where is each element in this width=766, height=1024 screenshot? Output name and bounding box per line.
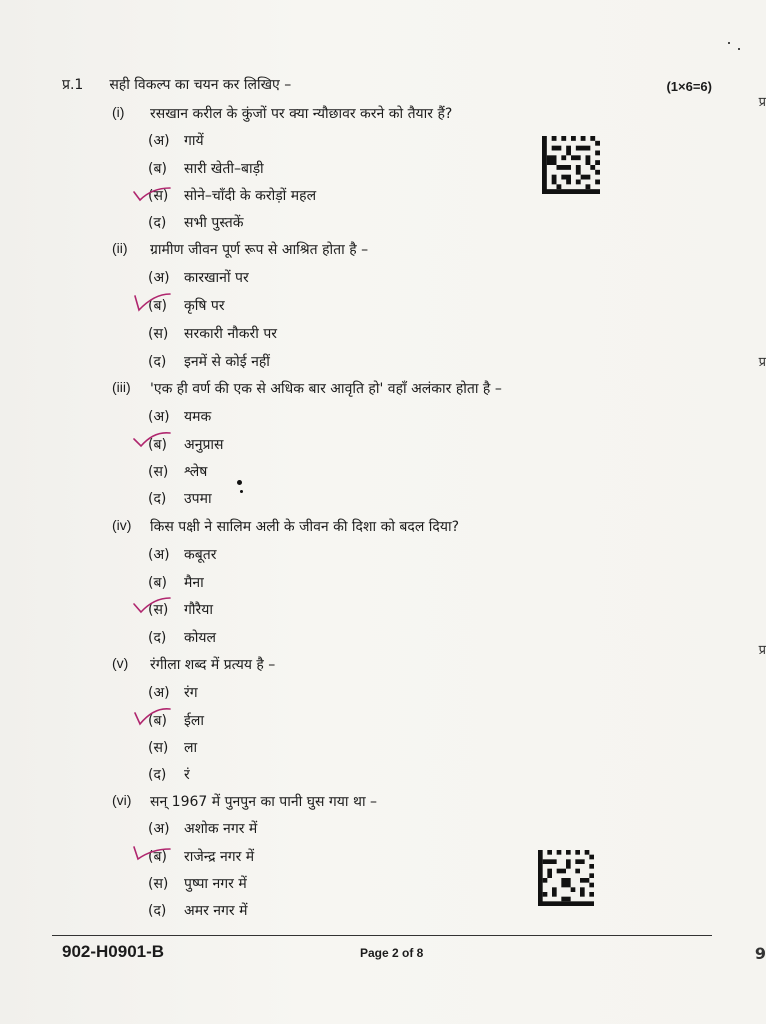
- sub-question: [112, 517, 459, 536]
- edge-mark: प्र: [758, 643, 766, 658]
- sub-question-text: 'एक ही वर्ण की एक से अधिक बार आवृति हो' वहाँ अलंकार होता है –: [150, 381, 502, 397]
- sub-question: [112, 655, 275, 674]
- option: [148, 324, 277, 343]
- option-text: सरकारी नौकरी पर: [184, 326, 277, 342]
- option-label: (स): [148, 602, 169, 618]
- option-text: सोने–चाँदी के करोड़ों महल: [184, 188, 317, 204]
- edge-mark: प्र: [758, 355, 766, 370]
- sub-question-text: रसखान करील के कुंजों पर क्या न्यौछावर करने को तैयार हैं?: [150, 106, 453, 122]
- option-label: (अ): [148, 409, 170, 425]
- option-label: (अ): [148, 685, 170, 701]
- option-text: ईला: [184, 713, 204, 729]
- tick-mark-icon: [132, 292, 172, 314]
- ink-speck: [237, 480, 242, 485]
- option-text: श्लेष: [184, 464, 208, 480]
- option-text: सारी खेती–बाड़ी: [184, 161, 264, 177]
- option-text: रंग: [184, 685, 198, 701]
- sub-question-text: रंगीला शब्द में प्रत्यय है –: [150, 657, 276, 673]
- option-label: (ब): [148, 713, 167, 729]
- option: [148, 489, 212, 508]
- tick-mark-icon: [132, 707, 172, 729]
- option-label: (द): [148, 630, 167, 646]
- option-label: (ब): [148, 437, 167, 453]
- option: [148, 131, 204, 150]
- edge-mark: प्र: [758, 95, 766, 110]
- footer-divider: [52, 935, 712, 936]
- option: [148, 573, 204, 592]
- option: [148, 213, 244, 232]
- option-label: (द): [148, 354, 167, 370]
- ink-speck: [240, 490, 243, 493]
- option: [148, 738, 197, 757]
- sub-question-number: (ii): [112, 240, 128, 256]
- option: [148, 901, 247, 920]
- option-label: (द): [148, 491, 167, 507]
- option-text: रं: [184, 767, 190, 783]
- question-header: [62, 75, 291, 94]
- option-label: (अ): [148, 821, 170, 837]
- option-text: ला: [184, 740, 198, 756]
- sub-question-number: (iii): [112, 379, 131, 395]
- option-text: कोयल: [184, 630, 216, 646]
- option: [148, 545, 216, 564]
- datamatrix-code-icon: [538, 850, 594, 906]
- option-text: कृषि पर: [184, 298, 225, 314]
- option-label: (ब): [148, 298, 167, 314]
- option: [148, 186, 316, 205]
- option: [148, 352, 270, 371]
- option-label: (स): [148, 740, 169, 756]
- option-label: (स): [148, 326, 169, 342]
- option-text: कारखानों पर: [184, 270, 249, 286]
- sub-question: [112, 792, 377, 811]
- option-text: सभी पुस्तकें: [184, 215, 244, 231]
- sub-question-text: ग्रामीण जीवन पूर्ण रूप से आश्रित होता है –: [150, 242, 369, 258]
- option-label: (ब): [148, 161, 167, 177]
- option: [148, 874, 247, 893]
- option-text: उपमा: [184, 491, 212, 507]
- option: [148, 407, 211, 426]
- option: [148, 462, 207, 481]
- page-number: Page 2 of 8: [360, 946, 424, 960]
- sub-question-number: (v): [112, 655, 129, 671]
- tick-mark-icon: [132, 184, 172, 206]
- option-label: (अ): [148, 270, 170, 286]
- sub-question: [112, 379, 502, 398]
- tick-mark-icon: [132, 596, 172, 618]
- marks-label: (1×6=6): [666, 79, 712, 94]
- question-number: प्र.1: [62, 77, 84, 93]
- option-label: (द): [148, 767, 167, 783]
- option: [148, 819, 257, 838]
- option-text: यमक: [184, 409, 212, 425]
- ink-speck: [738, 48, 740, 50]
- option-label: (द): [148, 215, 167, 231]
- option: [148, 628, 216, 647]
- option-text: मैना: [184, 575, 204, 591]
- option: [148, 268, 249, 287]
- tick-mark-icon: [132, 431, 172, 453]
- option-label: (अ): [148, 547, 170, 563]
- option-label: (द): [148, 903, 167, 919]
- option-text: इनमें से कोई नहीं: [184, 354, 270, 370]
- option-text: राजेन्द्र नगर में: [184, 849, 255, 865]
- edge-mark: 9: [754, 944, 766, 963]
- sub-question-number: (i): [112, 104, 125, 120]
- datamatrix-code-icon: [542, 136, 600, 194]
- option-text: अशोक नगर में: [184, 821, 258, 837]
- option-label: (स): [148, 464, 169, 480]
- option-text: कबूतर: [184, 547, 217, 563]
- sub-question: [112, 104, 452, 123]
- option-text: अमर नगर में: [184, 903, 248, 919]
- sub-question-number: (vi): [112, 792, 132, 808]
- option: [148, 159, 264, 178]
- option: [148, 765, 190, 784]
- option-label: (स): [148, 876, 169, 892]
- option-label: (ब): [148, 575, 167, 591]
- ink-speck: [728, 42, 730, 44]
- question-instruction: सही विकल्प का चयन कर लिखिए –: [109, 77, 292, 93]
- sub-question-text: किस पक्षी ने सालिम अली के जीवन की दिशा को बदल दिया?: [150, 519, 460, 535]
- option-label: (ब): [148, 849, 167, 865]
- option-text: गौरैया: [184, 602, 213, 618]
- paper-code: 902-H0901-B: [62, 942, 165, 961]
- option-label: (अ): [148, 133, 170, 149]
- option-text: गायें: [184, 133, 204, 149]
- tick-mark-icon: [132, 843, 172, 865]
- sub-question-number: (iv): [112, 517, 132, 533]
- sub-question-text: सन् 1967 में पुनपुन का पानी घुस गया था –: [150, 794, 378, 810]
- option-text: अनुप्रास: [184, 437, 224, 453]
- option-label: (स): [148, 188, 169, 204]
- option-text: पुष्पा नगर में: [184, 876, 247, 892]
- sub-question: [112, 240, 368, 259]
- option: [148, 683, 198, 702]
